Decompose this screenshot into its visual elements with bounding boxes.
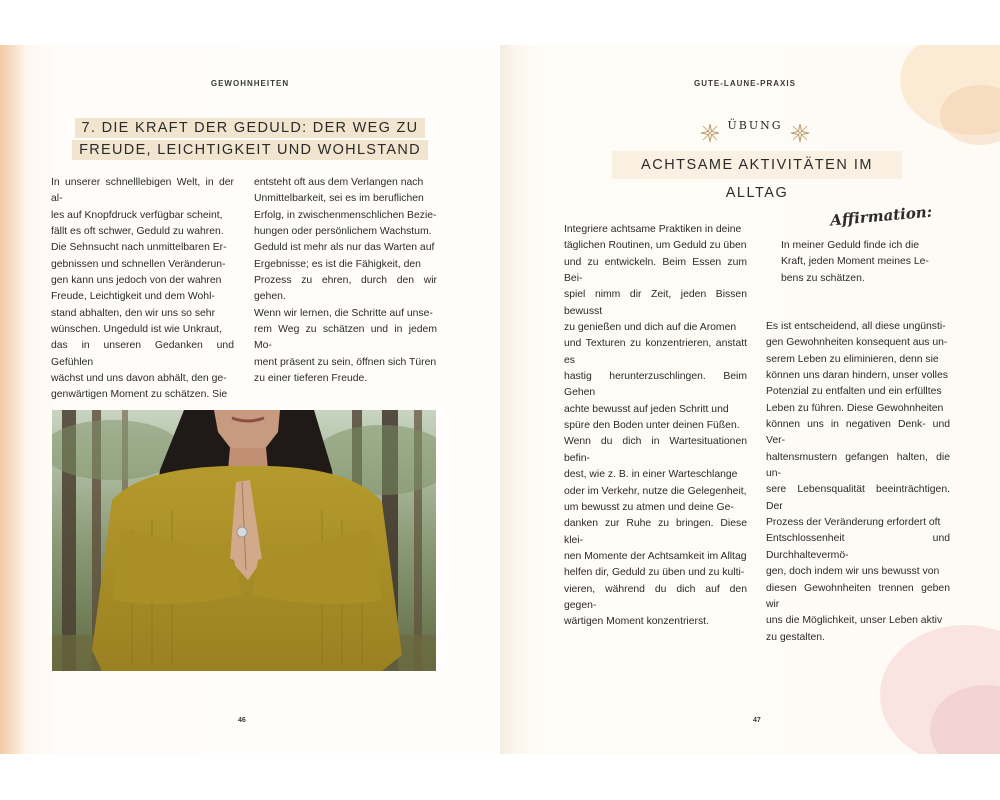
chapter-title-line-2: FREUDE, LEICHTIGKEIT UND WOHLSTAND [72,140,428,160]
text-line: Wenn wir lernen, die Schritte auf unse- [254,307,433,319]
affirmation-text [781,238,941,287]
text-line: zu einer tieferen Freude. [254,373,368,385]
sparkle-icon [790,123,810,143]
text-line: In meiner Geduld finde ich die [781,240,920,251]
text-line: gebnissen und schnellen Veränderun- [51,258,226,270]
text-line: Prozess zu ehren, durch den wir gehen. [254,275,437,303]
text-line: danken zur Ruhe zu bringen. Diese klei- [564,518,747,546]
text-line: dest, wie z. B. in einer Warteschlange [564,469,738,481]
text-line: stand abhalten, den wir uns so sehr [51,307,216,319]
photo-woman-prayer-hands [52,410,436,671]
text-line: Unmittelbarkeit, sei es im beruflichen [254,193,424,205]
page-number: 46 [238,717,246,724]
text-line: das in unseren Gedanken und Gefühlen [51,340,234,368]
text-line: diesen Gewohnheiten trennen geben wir [766,582,950,610]
text-line: rem Weg zu schätzen und in jedem Mo- [254,324,437,352]
text-line: fällt es oft schwer, Geduld zu wahren. [51,226,224,238]
text-line: Die Sehnsucht nach unmittelbaren Er- [51,242,227,254]
body-column-2 [254,175,437,387]
body-column-2 [766,319,950,646]
text-line: gen Gewohnheiten konsequent aus un- [766,337,948,349]
text-line: können uns in negativen Denk- und Ver- [766,419,950,447]
text-line: zu genießen und dich auf die Aromen [564,322,737,334]
page-number: 47 [753,717,761,724]
text-line: Wenn du dich in Wartesituationen befin- [564,436,747,464]
text-line: Potenzial zu entfalten und ein erfülltes [766,386,942,398]
chapter-title [0,117,500,161]
text-line: Integriere achtsame Praktiken in deine [564,224,742,235]
text-line: spiel nimm dir Zeit, jeden Bissen bewusst [564,289,747,317]
text-line: Freude, Leichtigkeit und dem Wohl- [51,291,215,303]
text-line: und zu entwickeln. Beim Essen zum Bei- [564,256,747,285]
text-line: können uns daran hindern, unser volles [766,370,948,382]
text-line: helfen dir, Geduld zu üben und zu kulti- [564,567,745,579]
text-line: Leben zu führen. Diese Gewohnheiten [766,402,944,414]
text-line: gen kann uns jedoch von der wahren [51,275,222,287]
text-line: sere Lebensqualität beeinträchtigen. Der [766,484,950,512]
text-line: täglichen Routinen, um Geduld zu üben [564,240,747,252]
text-line: wünschen. Ungeduld ist wie Unkraut, [51,324,222,336]
text-line: genwärtigen Moment zu schätzen. Sie [51,389,228,401]
text-line: Geduld ist mehr als nur das Warten auf [254,242,435,254]
text-line: Erfolg, in zwischenmenschlichen Bezie- [254,209,437,221]
text-line: wärtigen Moment konzentrierst. [564,616,709,628]
text-line: bens zu schätzen. [781,272,865,284]
text-line: Ergebnisse; es ist die Fähigkeit, den [254,258,421,270]
text-line: nen Momente der Achtsamkeit im Alltag [564,550,747,562]
left-page [0,45,500,754]
body-column-1 [564,222,747,631]
text-line: In unserer schnelllebigen Welt, in der al- [51,177,234,205]
affirmation-heading: Affirmation: [829,202,933,230]
running-head: GEWOHNHEITEN [210,79,290,88]
text-line: Prozess der Veränderung erfordert oft [766,517,941,529]
text-line: gen, doch indem wir uns bewusst von [766,566,940,578]
text-line: achte bewusst auf jeden Schritt und [564,403,729,415]
body-column-1 [51,175,234,404]
running-head: GUTE-LAUNE-PRAXIS [694,79,796,88]
section-title: ACHTSAME AKTIVITÄTEN IM ALLTAG [612,151,902,179]
text-line: wächst und uns davon abhält, den ge- [51,373,227,385]
text-line: spüre den Boden unter deinen Füßen. [564,420,740,432]
exercise-label-text: ÜBUNG [727,119,783,132]
text-line: entsteht oft aus dem Verlangen nach [254,177,424,188]
text-line: zu gestalten. [766,631,825,643]
text-line: um bewusst zu atmen und deine Ge- [564,501,734,513]
text-line: Es ist entscheidend, all diese ungünsti- [766,321,946,332]
exercise-label [700,115,810,145]
text-line: vieren, während du dich auf den gegen- [564,583,747,611]
text-line: hastig herunterzuschlingen. Beim Gehen [564,371,747,399]
text-line: Entschlossenheit und Durchhaltevermö- [766,533,950,561]
text-line: uns die Möglichkeit, unser Leben aktiv [766,615,943,627]
text-line: oder im Verkehr, nutze die Gelegenheit, [564,485,747,497]
text-line: serem Leben zu eliminieren, denn sie [766,353,939,365]
text-line: haltensmustern gefangen halten, die un- [766,451,950,480]
text-line: les auf Knopfdruck verfügbar scheint, [51,209,223,221]
right-page [500,45,1000,754]
text-line: ment präsent zu sein, öffnen sich Türen [254,356,437,368]
text-line: und Texturen zu konzentrieren, anstatt es [564,338,747,366]
text-line: hungen oder persönlichem Wachstum. [254,226,432,238]
chapter-title-line-1: 7. DIE KRAFT DER GEDULD: DER WEG ZU [75,118,426,138]
text-line: Kraft, jeden Moment meines Le- [781,256,929,268]
